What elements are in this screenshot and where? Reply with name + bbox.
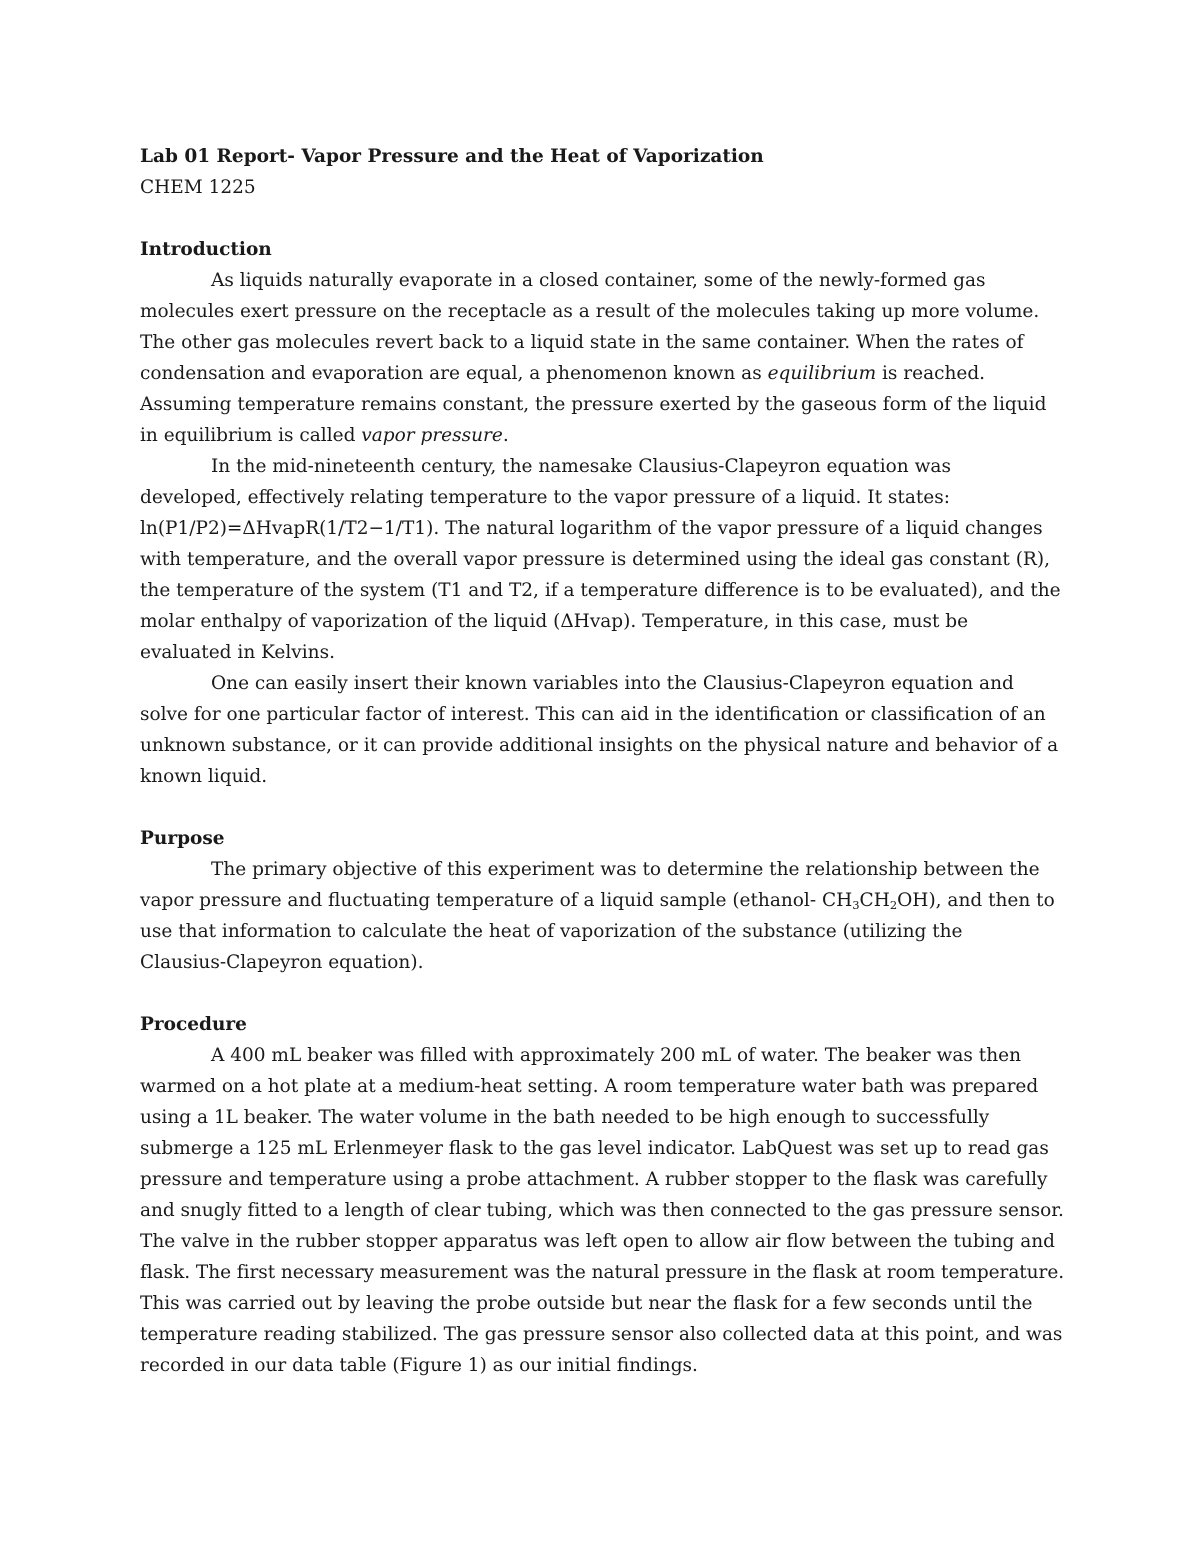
text-fragment: is reached. [876, 363, 986, 384]
text-line: warmed on a hot plate at a medium-heat setting. A room temperature water bath was prepared [140, 1076, 1039, 1097]
spacer [140, 203, 1065, 234]
introduction-paragraph-2 [140, 451, 1065, 668]
subscript: 2 [889, 897, 898, 912]
purpose-section [140, 823, 1065, 978]
text-line: In the mid-nineteenth century, the namesake Clausius-Clapeyron equation was [211, 456, 951, 477]
text-line: use that information to calculate the heat of vaporization of the substance (utilizing the [140, 921, 963, 942]
text-line: molecules exert pressure on the receptacle as a result of the molecules taking up more volume. [140, 301, 1040, 322]
vapor-pressure-term: vapor pressure [361, 425, 503, 446]
equilibrium-term: equilibrium [767, 363, 877, 384]
text-line: A 400 mL beaker was filled with approximately 200 mL of water. The beaker was then [211, 1045, 1021, 1066]
equation-line: ln(P1/P2)=ΔHvapR(1/T2−1/T1). The natural logarithm of the vapor pressure of a liquid changes [140, 518, 1043, 539]
text-fragment: in equilibrium is called [140, 425, 362, 446]
spacer [140, 792, 1065, 823]
procedure-heading: Procedure [140, 1014, 247, 1035]
text-line [140, 358, 1065, 389]
text-fragment: . [502, 425, 509, 446]
introduction-section [140, 234, 1065, 792]
text-fragment: CH [859, 890, 890, 911]
spacer [140, 978, 1065, 1009]
text-line [140, 885, 1065, 916]
text-line: This was carried out by leaving the probe outside but near the flask for a few seconds until the [140, 1293, 1033, 1314]
text-line: unknown substance, or it can provide additional insights on the physical nature and behavior of a [140, 735, 1059, 756]
text-line: The primary objective of this experiment was to determine the relationship between the [211, 859, 1040, 880]
document-page [140, 141, 1065, 1381]
text-line: One can easily insert their known variables into the Clausius-Clapeyron equation and [211, 673, 1014, 694]
text-line: The valve in the rubber stopper apparatus was left open to allow air flow between the tubing and [140, 1231, 1056, 1252]
text-line: the temperature of the system (T1 and T2, if a temperature difference is to be evaluated), and the [140, 580, 1061, 601]
text-line: using a 1L beaker. The water volume in the bath needed to be high enough to successfully [140, 1107, 990, 1128]
procedure-section [140, 1009, 1065, 1381]
text-line: molar enthalpy of vaporization of the liquid (ΔHvap). Temperature, in this case, must be [140, 611, 969, 632]
text-line: temperature reading stabilized. The gas pressure sensor also collected data at this point, and was [140, 1324, 1063, 1345]
document-title: Lab 01 Report- Vapor Pressure and the Heat of Vaporization [140, 146, 764, 167]
text-line: recorded in our data table (Figure 1) as our initial findings. [140, 1355, 698, 1376]
text-line: As liquids naturally evaporate in a closed container, some of the newly-formed gas [211, 270, 986, 291]
introduction-paragraph-3 [140, 668, 1065, 792]
text-line: Clausius-Clapeyron equation). [140, 952, 424, 973]
text-line: pressure and temperature using a probe attachment. A rubber stopper to the flask was carefully [140, 1169, 1048, 1190]
text-fragment: condensation and evaporation are equal, a phenomenon known as [140, 363, 768, 384]
text-line: flask. The first necessary measurement was the natural pressure in the flask at room temperature. [140, 1262, 1065, 1283]
text-line: developed, effectively relating temperature to the vapor pressure of a liquid. It states: [140, 487, 950, 508]
text-fragment: vapor pressure and fluctuating temperature of a liquid sample (ethanol- CH [140, 890, 853, 911]
course-code: CHEM 1225 [140, 177, 256, 198]
introduction-paragraph-1 [140, 265, 1065, 451]
text-line: The other gas molecules revert back to a liquid state in the same container. When the rates of [140, 332, 1024, 353]
text-fragment: OH), and then to [897, 890, 1055, 911]
text-line: Assuming temperature remains constant, the pressure exerted by the gaseous form of the liquid [140, 394, 1047, 415]
text-line [140, 420, 1065, 451]
text-line: submerge a 125 mL Erlenmeyer flask to the gas level indicator. LabQuest was set up to read gas [140, 1138, 1049, 1159]
text-line: known liquid. [140, 766, 268, 787]
subscript: 3 [852, 897, 860, 912]
text-line: evaluated in Kelvins. [140, 642, 335, 663]
purpose-heading: Purpose [140, 828, 225, 849]
introduction-heading: Introduction [140, 239, 272, 260]
text-line: solve for one particular factor of interest. This can aid in the identification or classification of an [140, 704, 1046, 725]
text-line: and snugly fitted to a length of clear tubing, which was then connected to the gas pressure sensor. [140, 1200, 1064, 1221]
text-line: with temperature, and the overall vapor pressure is determined using the ideal gas constant (R), [140, 549, 1050, 570]
